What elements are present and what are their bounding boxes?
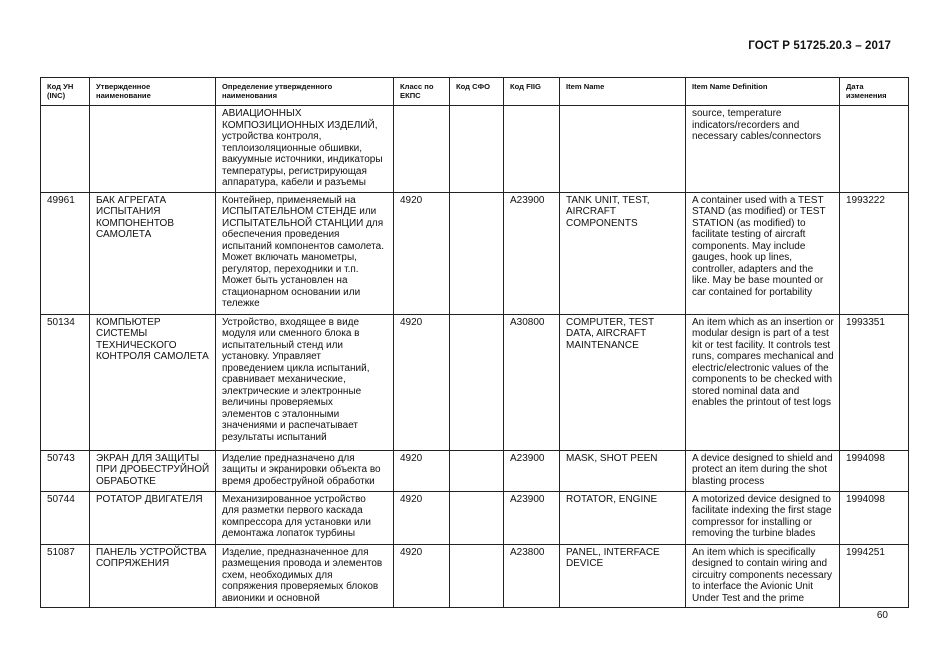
page-number: 60 xyxy=(876,610,888,621)
table-cell: A device designed to shield and protect an item during the shot blasting process xyxy=(686,450,840,491)
column-header: Определение утвержденного наименования xyxy=(216,78,394,106)
table-cell: 50134 xyxy=(41,314,90,450)
table-cell: 4920 xyxy=(394,314,450,450)
table-cell: ПАНЕЛЬ УСТРОЙСТВА СОПРЯЖЕНИЯ xyxy=(90,544,216,608)
column-header: Код FIIG xyxy=(504,78,560,106)
table-cell xyxy=(840,106,909,193)
table-cell: Изделие, предназначенное для размещения провода и элементов схем, необходимых для сопряжения проверяемых блоков авионики и основной xyxy=(216,544,394,608)
column-header: Item Name Definition xyxy=(686,78,840,106)
table-header-row xyxy=(41,78,909,106)
table-cell xyxy=(394,106,450,193)
table-cell: A30800 xyxy=(504,314,560,450)
table-cell: АВИАЦИОННЫХ КОМПОЗИЦИОННЫХ ИЗДЕЛИЙ, устройства контроля, теплоизоляционные обшивки, вакуумные источники, индикаторы температуры, регистрирующая аппаратура, кабели и разъемы xyxy=(216,106,394,193)
table-cell xyxy=(450,544,504,608)
table-row xyxy=(41,106,909,193)
table-cell: A23800 xyxy=(504,544,560,608)
table-cell: An item which as an insertion or modular design is part of a test kit or test facility. It controls test runs, compares mechanical and electric/electronic values of the components to be checked with stored nominal data and enables the printout of test logs xyxy=(686,314,840,450)
table-cell: 50743 xyxy=(41,450,90,491)
table-cell: 4920 xyxy=(394,450,450,491)
table-cell xyxy=(450,192,504,314)
table-cell: 1993351 xyxy=(840,314,909,450)
table-cell: Устройство, входящее в виде модуля или сменного блока в испытательный стенд или установку. Управляет проведением цикла испытаний, сравнивает механические, электрические и электронные величины проверяемых элементов с эталонными значениями и распечатывает результаты испытаний xyxy=(216,314,394,450)
table-row xyxy=(41,450,909,491)
column-header: Дата изменения xyxy=(840,78,909,106)
table-row xyxy=(41,491,909,544)
table-cell xyxy=(504,106,560,193)
document-code: ГОСТ Р 51725.20.3 – 2017 xyxy=(748,40,891,52)
table-cell xyxy=(90,106,216,193)
column-header: Item Name xyxy=(560,78,686,106)
table-cell: 4920 xyxy=(394,192,450,314)
table-cell: COMPUTER, TEST DATA, AIRCRAFT MAINTENANCE xyxy=(560,314,686,450)
table-cell: ROTATOR, ENGINE xyxy=(560,491,686,544)
table-cell: 4920 xyxy=(394,491,450,544)
table-cell: PANEL, INTERFACE DEVICE xyxy=(560,544,686,608)
table-cell: РОТАТОР ДВИГАТЕЛЯ xyxy=(90,491,216,544)
table-row xyxy=(41,544,909,608)
table-cell xyxy=(41,106,90,193)
table-cell xyxy=(450,491,504,544)
table-cell: 51087 xyxy=(41,544,90,608)
table-cell xyxy=(450,106,504,193)
table-cell: ЭКРАН ДЛЯ ЗАЩИТЫ ПРИ ДРОБЕСТРУЙНОЙ ОБРАБОТКЕ xyxy=(90,450,216,491)
table-cell: 4920 xyxy=(394,544,450,608)
table-cell xyxy=(560,106,686,193)
table-cell: 1994098 xyxy=(840,450,909,491)
table-cell: MASK, SHOT PEEN xyxy=(560,450,686,491)
column-header: Класс по ЕКПС xyxy=(394,78,450,106)
table-cell: A motorized device designed to facilitate indexing the first stage compressor for installing or removing the turbine blades xyxy=(686,491,840,544)
table-row xyxy=(41,314,909,450)
table-cell: A23900 xyxy=(504,491,560,544)
table-cell: 1993222 xyxy=(840,192,909,314)
table-cell xyxy=(450,450,504,491)
table-cell: Изделие предназначено для защиты и экранировки объекта во время дробеструйной обработки xyxy=(216,450,394,491)
column-header: Код УН (INC) xyxy=(41,78,90,106)
table-cell: КОМПЬЮТЕР СИСТЕМЫ ТЕХНИЧЕСКОГО КОНТРОЛЯ САМОЛЕТА xyxy=(90,314,216,450)
items-table xyxy=(40,77,909,608)
column-header: Код СФО xyxy=(450,78,504,106)
table-cell: TANK UNIT, TEST, AIRCRAFT COMPONENTS xyxy=(560,192,686,314)
table-cell: БАК АГРЕГАТА ИСПЫТАНИЯ КОМПОНЕНТОВ САМОЛЕТА xyxy=(90,192,216,314)
column-header: Утвержденное наименование xyxy=(90,78,216,106)
table-cell: Контейнер, применяемый на ИСПЫТАТЕЛЬНОМ СТЕНДЕ или ИСПЫТАТЕЛЬНОЙ СТАНЦИИ для обеспечения проведения испытаний компонентов самолета. Может включать манометры, регулятор, переходники и т.п. Может быть установлен на стационарном основании или тележке xyxy=(216,192,394,314)
table-cell: 49961 xyxy=(41,192,90,314)
table-cell: A23900 xyxy=(504,450,560,491)
table-cell: source, temperature indicators/recorders and necessary cables/connectors xyxy=(686,106,840,193)
table-cell: Механизированное устройство для разметки первого каскада компрессора для установки или демонтажа лопаток турбины xyxy=(216,491,394,544)
table-row xyxy=(41,192,909,314)
table-cell: A23900 xyxy=(504,192,560,314)
table-cell: 50744 xyxy=(41,491,90,544)
table-cell xyxy=(450,314,504,450)
table-cell: 1994098 xyxy=(840,491,909,544)
table-cell: A container used with a TEST STAND (as modified) or TEST STATION (as modified) to facilitate testing of aircraft components. May include gauges, hook up lines, controller, adapters and the like. May be base mounted or car contained for portability xyxy=(686,192,840,314)
table-cell: 1994251 xyxy=(840,544,909,608)
table-cell: An item which is specifically designed to contain wiring and circuitry components necessary to interface the Avionic Unit Under Test and the prime xyxy=(686,544,840,608)
